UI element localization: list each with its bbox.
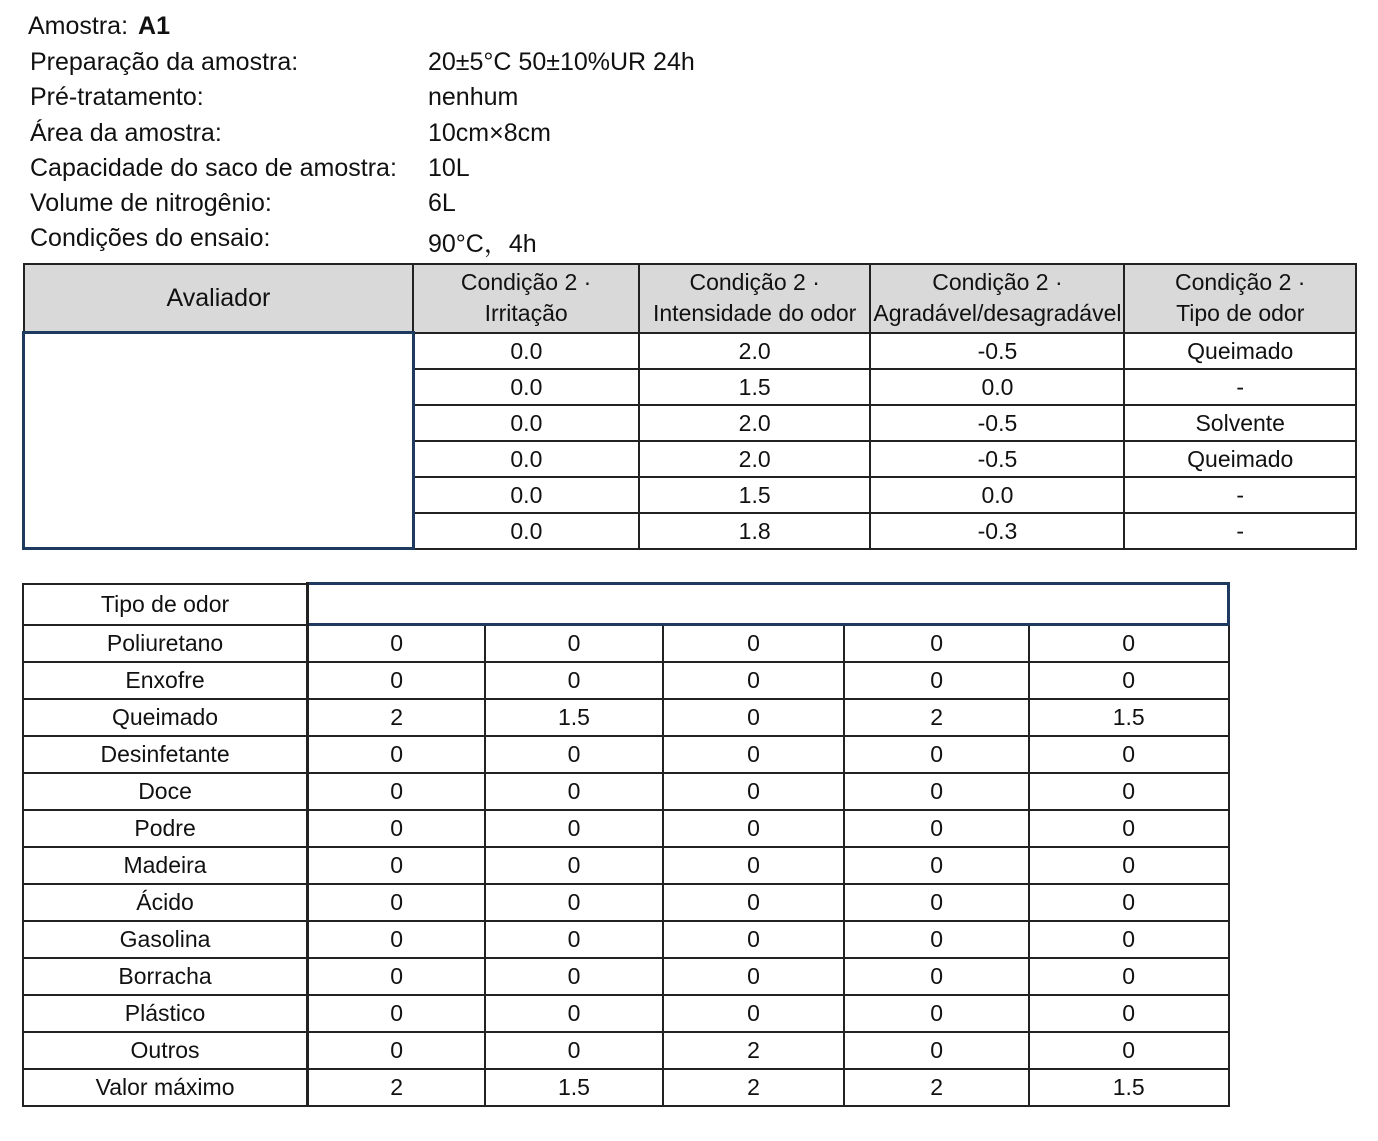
info-value: nenhum	[428, 83, 519, 111]
table-cell: 0	[1029, 847, 1229, 884]
sample-line	[28, 12, 170, 41]
table-cell: 0	[485, 958, 663, 995]
table-cell: 0.0	[870, 477, 1124, 513]
table-cell: -	[1124, 477, 1356, 513]
table-row	[23, 847, 1229, 884]
table-cell: 0	[844, 773, 1029, 810]
table-cell: 2	[308, 699, 486, 736]
info-key: Preparação da amostra:	[30, 48, 299, 76]
table-cell: 2	[663, 1069, 845, 1106]
table-cell: 0	[1029, 884, 1229, 921]
info-value: 6L	[428, 189, 456, 217]
table-cell: -0.5	[870, 441, 1124, 477]
header-irritation	[413, 264, 639, 333]
table-cell: 2.0	[639, 405, 871, 441]
header-line: Condição 2 ·	[689, 269, 820, 296]
table-cell: 0	[308, 958, 486, 995]
odor-type-label: Queimado	[23, 699, 308, 736]
table-cell: 0	[1029, 810, 1229, 847]
table-cell: 0	[844, 662, 1029, 699]
table-cell: 2.0	[639, 441, 871, 477]
table-row	[23, 699, 1229, 736]
info-key: Capacidade do saco de amostra:	[30, 154, 397, 182]
table-row	[23, 958, 1229, 995]
odor-type-header: Tipo de odor	[23, 584, 308, 625]
odor-header-blank-cell	[308, 584, 1229, 625]
odor-type-label: Desinfetante	[23, 736, 308, 773]
table-cell: 0	[663, 773, 845, 810]
header-line: Agradável/desagradável	[873, 300, 1122, 327]
table-cell: 0.0	[413, 513, 639, 549]
info-key: Pré-tratamento:	[30, 83, 204, 111]
table-cell: 0.0	[413, 333, 639, 369]
odor-type-label: Podre	[23, 810, 308, 847]
table-cell: 0	[485, 884, 663, 921]
odor-type-label: Borracha	[23, 958, 308, 995]
table-cell: 0	[663, 662, 845, 699]
table-cell: Queimado	[1124, 333, 1356, 369]
info-key: Volume de nitrogênio:	[30, 189, 272, 217]
table-cell: 2	[663, 1032, 845, 1069]
table-cell: 1.5	[639, 477, 871, 513]
table-cell: 1.5	[1029, 1069, 1229, 1106]
info-value: 10L	[428, 154, 470, 182]
table-cell: 0	[844, 958, 1029, 995]
table-cell: 2	[844, 699, 1029, 736]
table-cell: 0	[308, 884, 486, 921]
odor-type-label: Madeira	[23, 847, 308, 884]
table-cell: 0	[308, 625, 486, 663]
odor-table-body	[23, 625, 1229, 1107]
table-row	[24, 333, 1357, 369]
table-cell: 0	[844, 995, 1029, 1032]
table-cell: 0	[663, 921, 845, 958]
info-value: 20±5°C 50±10%UR 24h	[428, 48, 695, 76]
table-cell: 0	[663, 884, 845, 921]
table-cell: 0	[663, 995, 845, 1032]
sample-label: Amostra:	[28, 12, 129, 40]
header-odor-type	[1124, 264, 1356, 333]
table-cell: 0	[844, 884, 1029, 921]
table-cell: -	[1124, 513, 1356, 549]
table-cell: 0.0	[413, 405, 639, 441]
table-cell: 0	[308, 1032, 486, 1069]
table-row	[23, 625, 1229, 663]
table-cell: -0.5	[870, 333, 1124, 369]
table-row	[23, 662, 1229, 699]
table-cell: 0	[663, 736, 845, 773]
odor-type-label: Enxofre	[23, 662, 308, 699]
table-cell: 2	[308, 1069, 486, 1106]
table-row	[23, 1069, 1229, 1106]
table-cell: 0	[844, 921, 1029, 958]
table-cell: 0	[663, 847, 845, 884]
info-value: 90°C，4h	[428, 230, 537, 258]
table-row	[23, 1032, 1229, 1069]
evaluator-blank-cell	[24, 333, 414, 549]
table-cell: 0	[1029, 625, 1229, 663]
table-cell: 0	[663, 625, 845, 663]
table-cell: 0	[663, 958, 845, 995]
table-cell: 1.5	[485, 1069, 663, 1106]
odor-type-label: Doce	[23, 773, 308, 810]
odor-type-label: Poliuretano	[23, 625, 308, 663]
table-cell: 0	[308, 662, 486, 699]
header-pleasantness	[870, 264, 1124, 333]
table-cell: 0	[308, 736, 486, 773]
table-cell: 0	[1029, 921, 1229, 958]
table-cell: 0	[308, 773, 486, 810]
table-cell: 0	[485, 810, 663, 847]
odor-type-label: Ácido	[23, 884, 308, 921]
table-cell: 0	[485, 736, 663, 773]
table-cell: 0.0	[413, 441, 639, 477]
header-line: Condição 2 ·	[932, 269, 1063, 296]
table-cell: -	[1124, 369, 1356, 405]
table-cell: 0	[485, 847, 663, 884]
header-odor-intensity	[639, 264, 871, 333]
table-cell: 0	[1029, 773, 1229, 810]
header-line: Intensidade do odor	[653, 300, 857, 327]
table-cell: 0	[844, 1032, 1029, 1069]
table-cell: 0	[663, 699, 845, 736]
table-cell: 0	[1029, 995, 1229, 1032]
table-cell: 0	[844, 810, 1029, 847]
table-row	[23, 884, 1229, 921]
evaluation-table	[22, 263, 1357, 550]
table-row	[23, 995, 1229, 1032]
table-cell: 0.0	[413, 477, 639, 513]
evaluator-header: Avaliador	[24, 264, 414, 333]
table-cell: 0	[844, 736, 1029, 773]
table-row	[23, 773, 1229, 810]
table-cell: 0	[485, 1032, 663, 1069]
table-row	[23, 810, 1229, 847]
odor-header-row	[23, 584, 1229, 625]
header-line: Tipo de odor	[1176, 300, 1305, 327]
table-cell: 0	[1029, 1032, 1229, 1069]
sample-id: A1	[138, 12, 170, 40]
table-cell: -0.3	[870, 513, 1124, 549]
table-cell: 0.0	[870, 369, 1124, 405]
table-cell: 0	[308, 847, 486, 884]
table-cell: 2	[844, 1069, 1029, 1106]
table-cell: Solvente	[1124, 405, 1356, 441]
info-value: 10cm×8cm	[428, 119, 551, 147]
header-line: Condição 2 ·	[1175, 269, 1306, 296]
table-cell: -0.5	[870, 405, 1124, 441]
table-cell: 0	[1029, 736, 1229, 773]
table-cell: 0	[485, 625, 663, 663]
table-cell: 0	[844, 625, 1029, 663]
header-line: Irritação	[484, 300, 568, 327]
table-cell: 0	[485, 773, 663, 810]
evaluation-header-row	[24, 264, 1357, 333]
table-cell: 1.5	[485, 699, 663, 736]
table-cell: 0	[485, 921, 663, 958]
odor-type-label: Outros	[23, 1032, 308, 1069]
table-cell: 0	[485, 662, 663, 699]
table-cell: 0	[308, 810, 486, 847]
odor-type-label: Gasolina	[23, 921, 308, 958]
table-row	[23, 921, 1229, 958]
odor-type-table	[22, 582, 1230, 1107]
odor-type-label: Plástico	[23, 995, 308, 1032]
info-key: Condições do ensaio:	[30, 224, 271, 252]
table-cell: 0	[308, 921, 486, 958]
odor-type-label: Valor máximo	[23, 1069, 308, 1106]
table-cell: 1.5	[639, 369, 871, 405]
table-cell: 1.8	[639, 513, 871, 549]
table-cell: 1.5	[1029, 699, 1229, 736]
table-cell: 0	[1029, 958, 1229, 995]
table-row	[23, 736, 1229, 773]
table-cell: 0	[663, 810, 845, 847]
table-cell: 2.0	[639, 333, 871, 369]
table-cell: 0	[844, 847, 1029, 884]
table-cell: 0.0	[413, 369, 639, 405]
table-cell: 0	[308, 995, 486, 1032]
header-line: Condição 2 ·	[460, 269, 592, 296]
info-key: Área da amostra:	[30, 119, 222, 147]
table-cell: 0	[1029, 662, 1229, 699]
table-cell: 0	[485, 995, 663, 1032]
table-cell: Queimado	[1124, 441, 1356, 477]
